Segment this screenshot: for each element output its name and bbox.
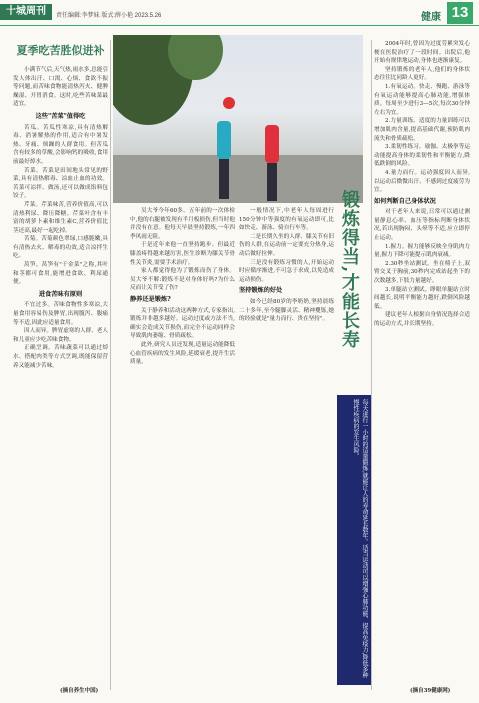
runner-woman	[265, 125, 279, 163]
paragraph: 4.量力而行。运动强度因人而异,以运动后微微出汗、不感到过度疲劳为宜。	[374, 169, 470, 194]
main-headline: 锻炼得当,才能长寿	[339, 190, 360, 350]
paper-name: 十城周刊	[0, 4, 52, 20]
ground	[113, 155, 363, 203]
paragraph: 正确烹调。苦味蔬菜可以通过焯水、搭配肉类等方式烹调,既能保留营养又能减少苦味。	[13, 345, 108, 369]
subheading: 坚持锻炼的好处	[239, 287, 283, 295]
paragraph: 对于老年人来说,日常可以通过测量静息心率、血压等指标判断身体状况,若出现胸闷、头晕等不适,应立即停止运动。	[374, 209, 470, 242]
paragraph: 吴大爷今年60多。五年前的一次体检中,他的右腿被发现有半月板损伤,但当时他并没有在意。他每天早晨坚持锻炼,一年四季风雨无阻。	[130, 208, 235, 240]
page-number: 13	[447, 2, 473, 24]
paragraph: 苦菊。苦菊颜色翠绿,口感脆嫩,具有清热去火、解毒的功效,适合凉拌生吃。	[13, 236, 108, 260]
runner-woman-legs	[267, 163, 277, 201]
paragraph: 不宜过多。苦味食物性多寒凉,大量食用容易伤及脾胃,出现腹泻、腹痛等不适,因此应适量食用。	[13, 302, 108, 326]
paragraph: 二是长期久坐的人群、膝关节有旧伤的人群,在运动前一定要充分热身,运动后做好拉伸。	[239, 233, 334, 257]
middle-column-2	[239, 207, 334, 324]
paragraph: 三是没有锻炼习惯的人,开始运动时应循序渐进,不可急于求成,以免造成运动损伤。	[239, 259, 334, 283]
column-divider	[110, 40, 111, 690]
right-source: (摘自39健康网)	[410, 688, 451, 694]
paragraph: 2004年时,曾因为过度劳累突发心梗在医院治疗了一段时间。出院后,他开始有规律地运动,身体也逐渐康复。	[374, 41, 470, 65]
paragraph: 芹菜。芹菜味苦,营养价值高,可以清热利尿、降压降糖。芹菜叶含有丰富的胡萝卜素和维生素C,营养价值比茎还高,最好一起吃掉。	[13, 201, 108, 234]
paragraph: 此外,研究人员还发现,适量运动能降低心血管疾病的发生风险,延缓衰老,提升生活质量。	[130, 341, 235, 366]
middle-column	[130, 207, 235, 367]
runner-man	[217, 121, 231, 159]
subheading: 静养还是锻炼?	[130, 295, 171, 303]
paragraph: 家人都觉得他为了锻炼而伤了身体。吴大爷不解:锻炼不是对身体好吗?为什么反而让关节受了伤?	[130, 268, 235, 292]
lead-sidebar: 每天进行一小时的适量锻炼,就能让人的寿命延长数年。适当运动可以增强心肺功能、提高免疫力,降低多种慢性疾病的发生风险。	[337, 395, 371, 685]
left-article-title: 夏季吃苦胜似进补	[16, 44, 105, 57]
paragraph: 于是近年来他一直坚持跑步。但最近膝盖疼得越来越厉害,医生诊断为膝关节骨性关节炎,需要手术治疗。	[130, 242, 235, 266]
right-column	[374, 40, 470, 329]
paragraph: 苦瓜。苦瓜性寒凉,具有清热解毒、消暑解热的作用,适合有中暑发热、牙痛、烦躁的人群食用。但苦瓜含有较多的草酸,会影响钙的吸收,食用前最好焯水。	[13, 124, 108, 165]
section-name: 健康	[421, 12, 441, 23]
paragraph: 如今已经80岁的李奶奶,坚持晨练二十多年,至今腿脚灵活、精神矍铄,她的经验就是"量力而行、贵在坚持"。	[239, 298, 334, 323]
paragraph: 3.单腿站立测试。睁眼单腿站立时间越长,说明平衡能力越好,跌倒风险越低。	[374, 286, 470, 310]
subheading: 进食苦味有原则	[38, 290, 83, 298]
paragraph: 一般情况下,中老年人每周进行150分钟中等强度的有氧运动即可,比如快走、游泳、骑自行车等。	[239, 208, 334, 232]
paragraph: 坚持锻炼的老年人,他们的身体状态往往比同龄人更好。	[374, 66, 470, 82]
paragraph: 小满节气后,天气热,雨水多,总能引发人体出汗、口渴、心烦、食欲不振等问题,而苦味食物能清热泻火、健脾燥湿、开胃消食。这时,吃些苦味菜最适宜。	[13, 67, 108, 108]
paragraph: 建议老年人根据自身情况选择合适的运动方式,并长期坚持。	[374, 312, 470, 327]
paragraph: 3.柔韧性练习。瑜伽、太极拳等运动能提高身体的柔韧性和平衡能力,降低跌倒的风险。	[374, 144, 470, 168]
left-article	[13, 40, 108, 370]
paragraph: 莴笋。莴笋有"千金菜"之称,其叶和茎都可食用,能增进食欲、利尿通便。	[13, 262, 108, 286]
paragraph: 因人而异。脾胃虚寒的人群、老人和儿童应少吃苦味食物。	[13, 328, 108, 343]
left-source: (摘自养生中国)	[60, 688, 99, 694]
paragraph: 关于静养和活动这两种方式,专家指出,锻炼并非越多越好。运动过度或方法不当,确实会造成关节损伤,而完全不运动同样会导致肌肉萎缩、骨质疏松。	[130, 307, 235, 340]
page-header	[0, 0, 479, 28]
exercise-photo	[113, 35, 363, 203]
paragraph: 2.30秒坐站测试。坐在椅子上,双臂交叉于胸前,30秒内完成站起坐下的次数越多,下肢力量越好。	[374, 260, 470, 285]
runner-man-legs	[219, 159, 229, 199]
editor-credits: 责任编辑:李梦妹 版式:薛小艳 2023.5.26	[56, 13, 162, 19]
column-divider	[371, 40, 372, 690]
header-rule	[0, 25, 479, 26]
paragraph: 1.有氧运动。快走、慢跑、游泳等有氧运动能够提高心肺功能,增强体质。每周至少进行3—5次,每次30分钟左右为宜。	[374, 83, 470, 116]
paragraph: 苦菜。苦菜是田间地头常见的野菜,具有清热解毒、凉血止血的功效。苦菜可凉拌、做汤,还可以做成馅料包饺子。	[13, 167, 108, 200]
paragraph: 2.力量训练。适度的力量训练可以增加肌肉含量,提高基础代谢,预防肌肉流失和骨质疏松。	[374, 118, 470, 142]
paragraph: 1.握力。握力能够反映全身肌肉力量,握力下降可能提示肌肉衰减。	[374, 243, 470, 259]
subheading: 这些"苦菜"值得吃	[35, 112, 86, 120]
lantern	[223, 97, 235, 109]
subheading: 如何判断自己身体状况	[374, 197, 436, 205]
